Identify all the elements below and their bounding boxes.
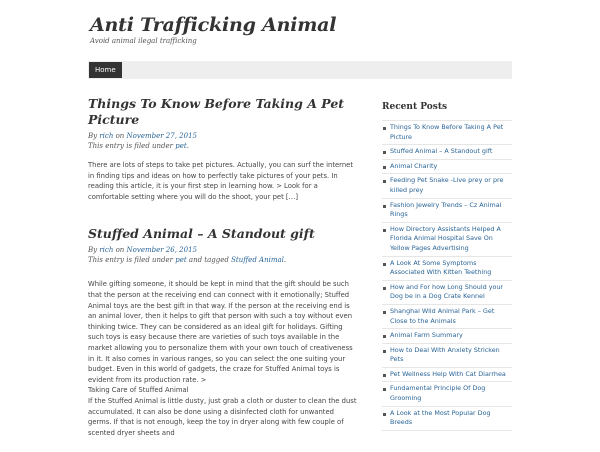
filed-text: This entry is filed under [88,256,176,265]
recent-post-link[interactable]: How and For how Long Should your Dog be in a Dog Crate Kennel [382,281,512,305]
post-title[interactable]: Stuffed Animal – A Standout gift [88,226,315,242]
recent-post-link[interactable]: Stuffed Animal – A Standout gift [382,145,512,160]
post-filed [88,255,358,265]
byline-on-text: on [113,132,127,140]
recent-post-link[interactable]: Pet Wellness Help With Cat Diarrhea [382,368,512,383]
recent-post-link[interactable]: Things To Know Before Taking A Pet Picture [382,121,512,145]
body-paragraph: If the Stuffed Animal is little dusty, just grab a cloth or duster to clean the dust accumulated. It can also be done using a disinfected cloth for unwanted germs. If that is not enough, keep the toy in dryer along with few couple of scented dryer sheets and [88,396,357,437]
byline-on-text: on [113,246,127,255]
recent-posts-list [382,120,512,431]
sidebar-title: Recent Posts [382,102,448,112]
post-body [88,279,358,438]
filed-text: This entry is filed under [88,142,176,150]
nav-home-link[interactable]: Home [89,62,122,78]
body-paragraph: Taking Care of Stuffed Animal [88,386,189,395]
recent-post-link[interactable]: How to Deal With Anxiety Stricken Pets [382,344,512,368]
sidebar [382,102,512,431]
recent-post-link[interactable]: Animal Farm Summary [382,329,512,344]
site-title[interactable]: Anti Trafficking Animal [90,14,337,36]
body-paragraph: While gifting someone, it should be kept in mind that the gift should be such that the person at the receiving end can connect with it emotionally; Stuffed Animal toys are the best gift in that way. If the person at the receiving end is an animal lover, then it helps to gift that person with such a toy without even thinking twice. They can be considered as an ideal gift for holidays. Gifting such toys is easy because there are varieties of such toys available in the market allowing you to personalize them with your own touch of creativeness in it. It also comes in various ranges, so you can select the one suiting your budget. Even in this world of gadgets, the craze for Stuffed Animal toys is evident from its production rate. > [88,280,353,384]
recent-post-link[interactable]: A Look at the Most Popular Dog Breeds [382,407,512,431]
recent-post-link[interactable]: Fundamental Principle Of Dog Grooming [382,382,512,406]
site-header [90,14,336,45]
post-date-link[interactable]: November 26, 2015 [126,246,197,255]
recent-post-link[interactable]: Shanghai Wild Animal Park – Get Close to the Animals [382,305,512,329]
byline-text: By [88,132,100,140]
tag-link[interactable]: Stuffed Animal [231,256,284,265]
post-excerpt [88,160,358,202]
main-nav [88,61,512,79]
post-title[interactable]: Things To Know Before Taking A Pet Picture [88,96,345,127]
byline-text: By [88,246,100,255]
post-meta [88,131,358,141]
filed-suffix: . [186,142,189,150]
recent-post-link[interactable]: A Look At Some Symptoms Associated With Kitten Teething [382,257,512,281]
recent-post-link[interactable]: How Directory Assistants Helped A Florida Animal Hospital Save On Yellow Pages Advertising [382,223,512,257]
post [88,226,358,438]
category-link[interactable]: pet [175,256,187,265]
category-link[interactable]: pet [175,142,187,150]
author-link[interactable]: rich [99,246,114,255]
tagged-text: and tagged [186,256,232,265]
recent-post-link[interactable]: Fashion Jewelry Trends – Cz Animal Rings [382,199,512,223]
author-link[interactable]: rich [99,132,114,140]
recent-post-link[interactable]: Feeding Pet Snake -Live prey or pre killed prey [382,174,512,198]
site-description: Avoid animal ilegal trafficking [90,37,197,45]
filed-suffix: . [283,256,287,265]
post [88,96,358,202]
post-date-link[interactable]: November 27, 2015 [126,132,197,140]
post-meta [88,245,358,255]
post-filed [88,141,358,151]
excerpt-text: There are lots of steps to take pet pictures. Actually, you can surf the internet in finding tips and ideas on how to perfectly take pictures of your pets. In reading this article, it is your first step in learning how. > Look for a comfortable setting where you will do the shoot, your pet […] [88,161,354,201]
main-content [88,96,358,452]
recent-post-link[interactable]: Animal Charity [382,160,512,175]
